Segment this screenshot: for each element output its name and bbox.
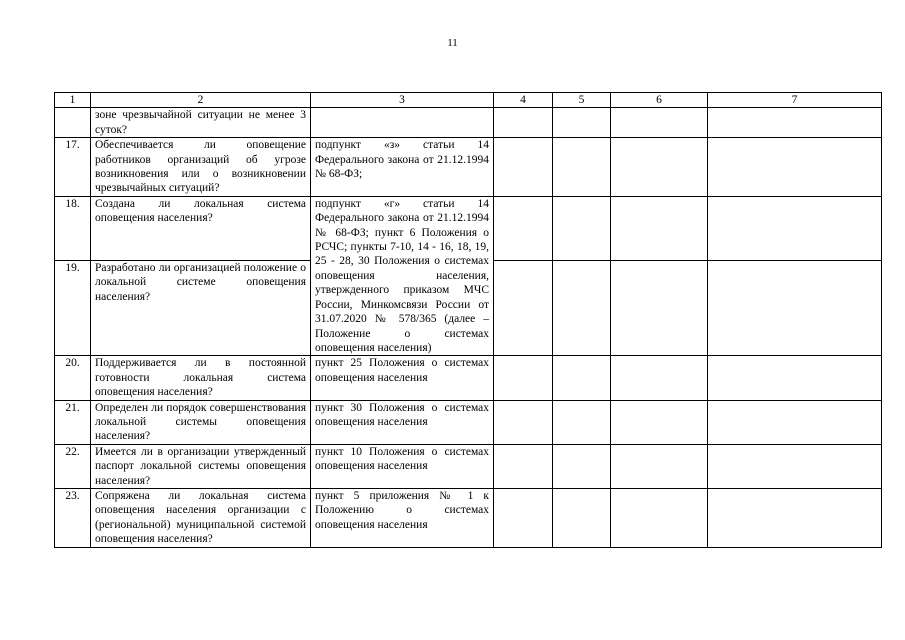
question-cell: Сопряжена ли локальная система оповещения населения организации с (региональной) муниципальной системой оповещения населения? — [91, 488, 311, 547]
answer-cell — [553, 261, 611, 356]
answer-cell — [494, 356, 553, 400]
answer-cell — [494, 261, 553, 356]
header-cell-5: 5 — [553, 93, 611, 108]
table-row — [55, 400, 882, 444]
table-row — [55, 356, 882, 400]
header-cell-7: 7 — [708, 93, 882, 108]
answer-cell — [611, 356, 708, 400]
table-row — [55, 108, 882, 138]
question-cell: Определен ли порядок совершенствования локальной системы оповещения населения? — [91, 400, 311, 444]
answer-cell — [611, 444, 708, 488]
answer-cell — [494, 138, 553, 197]
question-cell: Обеспечивается ли оповещение работников организаций об угрозе возникновения или о возникновении чрезвычайных ситуаций? — [91, 138, 311, 197]
answer-cell — [553, 356, 611, 400]
note-cell — [708, 444, 882, 488]
note-cell — [708, 488, 882, 547]
answer-cell — [611, 488, 708, 547]
row-number: 23. — [55, 488, 91, 547]
note-cell — [708, 108, 882, 138]
question-cell: Имеется ли в организации утвержденный паспорт локальной системы оповещения населения? — [91, 444, 311, 488]
row-number: 21. — [55, 400, 91, 444]
checklist-table — [54, 92, 882, 548]
answer-cell — [553, 400, 611, 444]
row-number: 17. — [55, 138, 91, 197]
answer-cell — [611, 261, 708, 356]
header-cell-2: 2 — [91, 93, 311, 108]
answer-cell — [494, 108, 553, 138]
note-cell — [708, 261, 882, 356]
reference-cell: пункт 30 Положения о системах оповещения населения — [311, 400, 494, 444]
header-cell-1: 1 — [55, 93, 91, 108]
answer-cell — [553, 108, 611, 138]
reference-cell: пункт 10 Положения о системах оповещения населения — [311, 444, 494, 488]
reference-cell — [311, 108, 494, 138]
answer-cell — [494, 444, 553, 488]
page-number: 11 — [447, 37, 458, 49]
header-cell-3: 3 — [311, 93, 494, 108]
row-number: 20. — [55, 356, 91, 400]
row-number: 19. — [55, 261, 91, 356]
header-cell-4: 4 — [494, 93, 553, 108]
answer-cell — [553, 488, 611, 547]
note-cell — [708, 400, 882, 444]
answer-cell — [611, 108, 708, 138]
answer-cell — [611, 400, 708, 444]
header-row — [55, 93, 882, 108]
table-row — [55, 444, 882, 488]
note-cell — [708, 356, 882, 400]
header-cell-6: 6 — [611, 93, 708, 108]
question-cell: Поддерживается ли в постоянной готовности локальная система оповещения населения? — [91, 356, 311, 400]
table-row — [55, 196, 882, 260]
table-row — [55, 138, 882, 197]
answer-cell — [494, 400, 553, 444]
answer-cell — [494, 488, 553, 547]
row-number — [55, 108, 91, 138]
answer-cell — [494, 196, 553, 260]
row-number: 18. — [55, 196, 91, 260]
reference-cell: подпункт «з» статьи 14 Федерального закона от 21.12.1994 № 68-ФЗ; — [311, 138, 494, 197]
answer-cell — [611, 138, 708, 197]
question-cell: Разработано ли организацией положение о локальной системе оповещения населения? — [91, 261, 311, 356]
note-cell — [708, 138, 882, 197]
row-number: 22. — [55, 444, 91, 488]
answer-cell — [553, 138, 611, 197]
reference-cell: подпункт «г» статьи 14 Федерального закона от 21.12.1994 № 68-ФЗ; пункт 6 Положения о РСЧС; пункты 7-10, 14 - 16, 18, 19, 25 - 28, 30 Положения о системах оповещения населения, утвержденного приказом МЧС России, Минкомсвязи России от 31.07.2020 № 578/365 (далее – Положение о системах оповещения населения) — [311, 196, 494, 355]
answer-cell — [553, 196, 611, 260]
answer-cell — [611, 196, 708, 260]
answer-cell — [553, 444, 611, 488]
reference-cell: пункт 5 приложения № 1 к Положению о системах оповещения населения — [311, 488, 494, 547]
question-cell: зоне чрезвычайной ситуации не менее 3 суток? — [91, 108, 311, 138]
question-cell: Создана ли локальная система оповещения населения? — [91, 196, 311, 260]
table-row — [55, 488, 882, 547]
reference-cell: пункт 25 Положения о системах оповещения населения — [311, 356, 494, 400]
note-cell — [708, 196, 882, 260]
